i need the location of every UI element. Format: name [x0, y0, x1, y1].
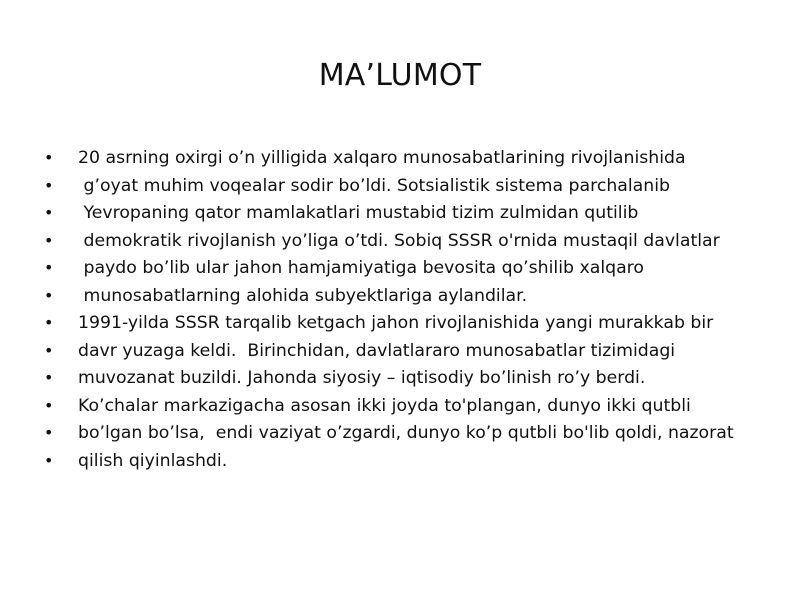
bullet-text: qilish qiyinlashdi. [78, 450, 228, 471]
bullet-icon: • [44, 148, 54, 167]
bullet-item [44, 284, 784, 309]
bullet-list [44, 146, 784, 476]
bullet-icon: • [44, 175, 54, 195]
bullet-icon: • [44, 423, 54, 442]
bullet-icon: • [44, 285, 54, 305]
bullet-icon: • [44, 395, 54, 415]
bullet-item [44, 229, 784, 254]
bullet-icon: • [44, 313, 54, 332]
bullet-text: bo’lgan bo’lsa, endi vaziyat o’zgardi, dunyo ko’p qutbli bo'lib qoldi, nazorat [78, 423, 734, 443]
bullet-text: demokratik rivojlanish yo’liga o’tdi. Sobiq SSSR o'rnida mustaqil davlatlar [78, 230, 720, 251]
bullet-icon: • [44, 340, 54, 360]
bullet-text: 20 asrning oxirgi o’n yilligida xalqaro munosabatlarining rivojlanishida [78, 148, 686, 168]
bullet-text: davr yuzaga keldi. Birinchidan, davlatlararo munosabatlar tizimidagi [78, 340, 676, 361]
bullet-icon: • [44, 230, 54, 250]
bullet-text: muvozanat buzildi. Jahonda siyosiy – iqtisodiy bo’linish ro’y berdi. [78, 368, 646, 388]
bullet-text: g’oyat muhim voqealar sodir bo’ldi. Sotsialistik sistema parchalanib [78, 175, 670, 196]
bullet-item [44, 394, 784, 419]
bullet-text: Ko’chalar markazigacha asosan ikki joyda to'plangan, dunyo ikki qutbli [78, 395, 691, 416]
bullet-item [44, 339, 784, 364]
bullet-text: munosabatlarning alohida subyektlariga aylandilar. [78, 285, 528, 306]
bullet-item [44, 449, 784, 474]
bullet-item [44, 256, 784, 281]
bullet-item [44, 366, 784, 391]
bullet-icon: • [44, 203, 54, 222]
bullet-item [44, 201, 784, 226]
bullet-text: paydo bo’lib ular jahon hamjamiyatiga bevosita qo’shilib xalqaro [78, 258, 644, 278]
bullet-icon: • [44, 258, 54, 277]
bullet-item [44, 311, 784, 336]
bullet-item [44, 421, 784, 446]
bullet-text: 1991-yilda SSSR tarqalib ketgach jahon rivojlanishida yangi murakkab bir [78, 313, 714, 333]
bullet-text: Yevropaning qator mamlakatlari mustabid tizim zulmidan qutilib [78, 203, 639, 223]
bullet-icon: • [44, 368, 54, 387]
bullet-icon: • [44, 450, 54, 470]
bullet-item [44, 146, 784, 171]
slide-title: MA’LUMOT [318, 58, 482, 93]
bullet-item [44, 174, 784, 199]
